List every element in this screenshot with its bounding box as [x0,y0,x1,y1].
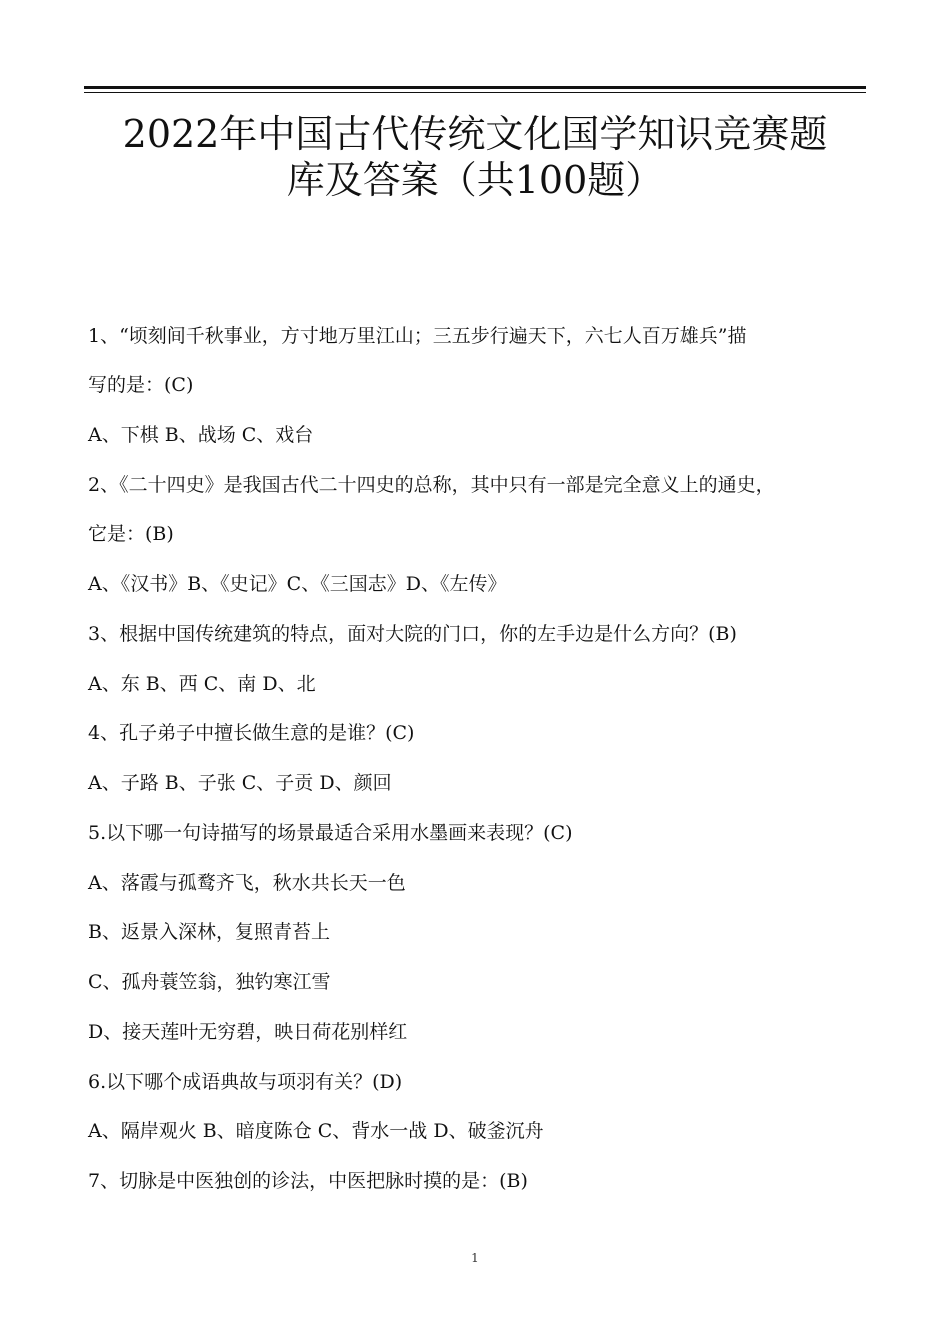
question-1-options: A、下棋 B、战场 C、戏台 [88,424,314,446]
question-6-options: A、隔岸观火 B、暗度陈仓 C、背水一战 D、破釜沉舟 [88,1120,544,1142]
question-5-option-c: C、孤舟蓑笠翁，独钓寒江雪 [88,971,331,993]
question-5-option-b: B、返景入深林，复照青苔上 [88,921,330,943]
document-title-line-2: 库及答案（共100题） [286,158,664,202]
question-7-text: 7、切脉是中医独创的诊法，中医把脉时摸的是：(B) [88,1170,528,1192]
question-2-text-cont: 它是：(B) [88,523,174,545]
page-number: 1 [471,1251,479,1265]
question-6-text: 6.以下哪个成语典故与项羽有关？(D) [88,1071,403,1093]
question-5-option-d: D、接天莲叶无穷碧，映日荷花别样红 [88,1021,408,1043]
question-3-options: A、东 B、西 C、南 D、北 [88,673,316,695]
document-title-line-1: 2022年中国古代传统文化国学知识竞赛题 [122,112,828,156]
question-1-text: 1、“顷刻间千秋事业，方寸地万里江山；三五步行遍天下，六七人百万雄兵”描 [88,325,747,347]
header-rule [84,86,866,89]
question-5-option-a: A、落霞与孤鹜齐飞，秋水共长天一色 [88,872,406,894]
question-2-text: 2、《二十四史》是我国古代二十四史的总称，其中只有一部是完全意义上的通史， [88,474,775,496]
question-4-options: A、子路 B、子张 C、子贡 D、颜回 [88,772,392,794]
question-5-text: 5.以下哪一句诗描写的场景最适合采用水墨画来表现？(C) [88,822,573,844]
question-2-options: A、《汉书》B、《史记》C、《三国志》D、《左传》 [88,573,507,595]
question-1-text-cont: 写的是：(C) [88,374,194,396]
question-3-text: 3、根据中国传统建筑的特点，面对大院的门口，你的左手边是什么方向？(B) [88,623,737,645]
header-rule-thin [84,92,866,93]
question-4-text: 4、孔子弟子中擅长做生意的是谁？(C) [88,722,415,744]
